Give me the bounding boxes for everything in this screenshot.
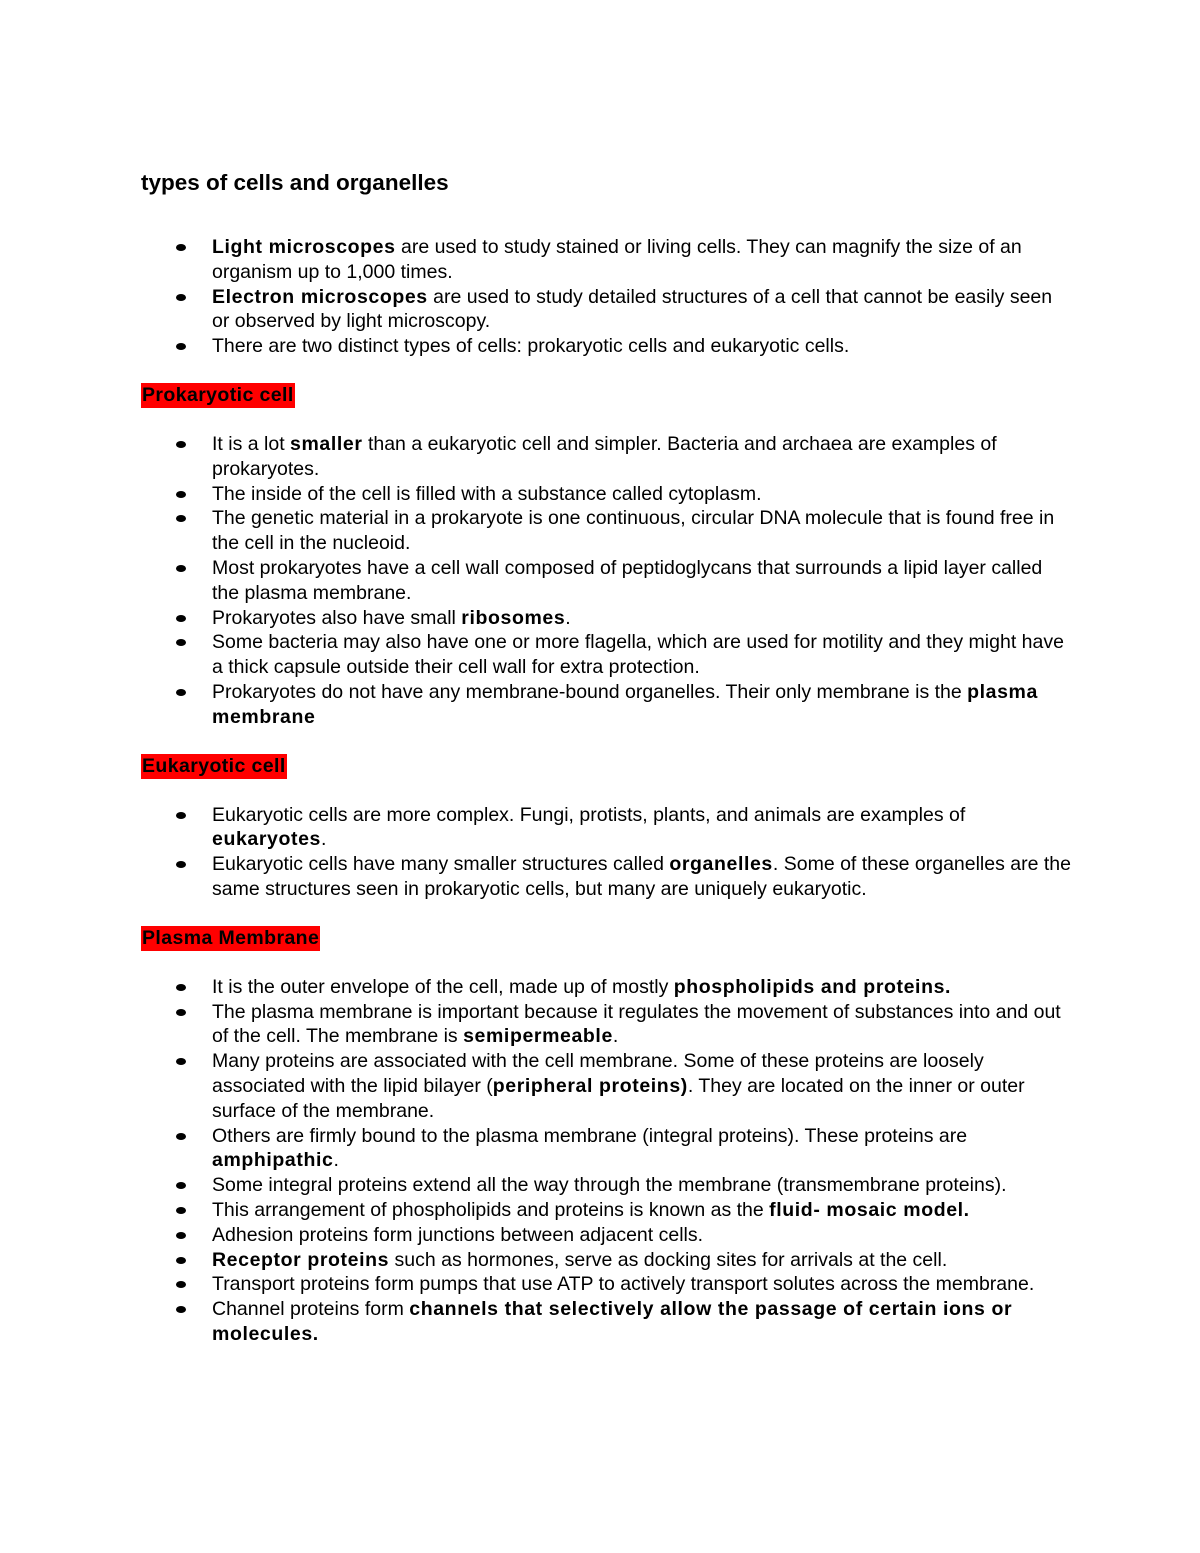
text-run: . bbox=[333, 1149, 339, 1172]
text-run: The genetic material in a prokaryote is one continuous, circular DNA molecule that is found free in the cell in the nucleoid. bbox=[212, 507, 1055, 555]
list-item bbox=[141, 556, 1071, 606]
list-item bbox=[141, 235, 1071, 285]
bullet-icon bbox=[176, 1058, 186, 1065]
text-run: . They are located on the inner or outer surface of the membrane. bbox=[212, 1074, 1025, 1122]
bullet-icon bbox=[176, 515, 186, 522]
text-run: This arrangement of phospholipids and proteins is known as the bbox=[212, 1198, 770, 1221]
bullet-icon bbox=[176, 441, 186, 448]
bullet-icon bbox=[176, 1182, 186, 1189]
text-run: Channel proteins form bbox=[212, 1298, 410, 1321]
list-item bbox=[141, 606, 1071, 631]
text-run: such as hormones, serve as docking sites for arrivals at the cell. bbox=[389, 1248, 948, 1271]
bullet-icon bbox=[176, 1207, 186, 1214]
text-run: Eukaryotic cells are more complex. Fungi, protists, plants, and animals are examples of bbox=[212, 803, 966, 826]
list-item bbox=[141, 975, 1071, 1000]
list-item bbox=[141, 803, 1071, 853]
bullet-icon bbox=[176, 294, 186, 301]
text-run: Many proteins are associated with the cell membrane. Some of these proteins are loosely associated with the lipid bilayer ( bbox=[212, 1050, 984, 1097]
bullet-icon bbox=[176, 244, 186, 251]
bullet-icon bbox=[176, 861, 186, 868]
text-run: . Some of these organelles are the same structures seen in prokaryotic cells, but many are uniquely eukaryotic. bbox=[212, 853, 1071, 900]
bold-text: channels that selectively allow the passage of certain ions or molecules. bbox=[212, 1298, 1013, 1345]
list-item bbox=[141, 1272, 1071, 1297]
bullet-icon bbox=[176, 689, 186, 696]
bold-text: peripheral proteins) bbox=[492, 1074, 688, 1097]
bold-text: plasma membrane bbox=[212, 680, 1038, 728]
text-run: . bbox=[612, 1025, 619, 1048]
text-run: Eukaryotic cells have many smaller structures called bbox=[212, 853, 670, 876]
section-bullet-list bbox=[141, 975, 1071, 1347]
bold-text: Receptor proteins bbox=[212, 1248, 390, 1271]
list-item bbox=[141, 1049, 1071, 1123]
sections-container bbox=[141, 383, 1071, 1347]
list-item bbox=[141, 1297, 1071, 1347]
section bbox=[141, 926, 1071, 1347]
bold-text: phospholipids and proteins. bbox=[673, 975, 952, 998]
bullet-icon bbox=[176, 1306, 186, 1313]
bullet-icon bbox=[176, 1257, 186, 1264]
section-bullet-list bbox=[141, 432, 1071, 730]
list-item bbox=[141, 630, 1071, 680]
bold-text: Light microscopes bbox=[212, 236, 396, 258]
text-run: Adhesion proteins form junctions between adjacent cells. bbox=[212, 1223, 704, 1246]
section-heading: Prokaryotic cell bbox=[142, 383, 294, 406]
text-run: Some bacteria may also have one or more flagella, which are used for motility and they might have a thick capsule outside their cell wall for extra protection. bbox=[212, 631, 1064, 679]
section-heading: Eukaryotic cell bbox=[142, 754, 286, 777]
section bbox=[141, 383, 1071, 730]
text-run: Most prokaryotes have a cell wall composed of peptidoglycans that surrounds a lipid layer called the plasma membrane. bbox=[212, 556, 1043, 604]
bullet-icon bbox=[176, 1009, 186, 1016]
bold-text: Electron microscopes bbox=[212, 285, 428, 308]
bullet-icon bbox=[176, 615, 186, 622]
list-item bbox=[141, 1248, 1071, 1273]
list-item bbox=[141, 852, 1071, 902]
bold-text: amphipathic bbox=[212, 1149, 334, 1172]
document-body bbox=[141, 168, 1071, 1347]
text-run: There are two distinct types of cells: prokaryotic cells and eukaryotic cells. bbox=[212, 335, 850, 358]
text-run: Prokaryotes also have small bbox=[212, 606, 462, 629]
section-heading: Plasma Membrane bbox=[142, 926, 320, 949]
bullet-icon bbox=[176, 491, 186, 498]
page-title: types of cells and organelles bbox=[141, 170, 449, 195]
list-item bbox=[141, 1173, 1071, 1198]
bold-text: semipermeable bbox=[463, 1025, 613, 1048]
bullet-icon bbox=[176, 565, 186, 572]
section-bullet-list bbox=[141, 803, 1071, 902]
bold-text: eukaryotes bbox=[212, 828, 321, 851]
bold-text: fluid- mosaic model. bbox=[769, 1198, 970, 1221]
list-item bbox=[141, 334, 1071, 359]
list-item bbox=[141, 285, 1071, 335]
bullet-icon bbox=[176, 984, 186, 991]
list-item bbox=[141, 482, 1071, 507]
intro-bullet-list bbox=[141, 235, 1071, 359]
list-item bbox=[141, 1124, 1071, 1174]
text-run: than a eukaryotic cell and simpler. Bacteria and archaea are examples of prokaryotes. bbox=[212, 432, 997, 480]
text-run: The plasma membrane is important because it regulates the movement of substances into and out of the cell. The membrane is bbox=[212, 1000, 1061, 1048]
text-run: Prokaryotes do not have any membrane-bound organelles. Their only membrane is the bbox=[212, 680, 968, 703]
text-run: Transport proteins form pumps that use ATP to actively transport solutes across the membrane. bbox=[212, 1273, 1035, 1296]
bold-text: smaller bbox=[290, 432, 363, 455]
text-run: are used to study stained or living cells. They can magnify the size of an organism up to 1,000 times. bbox=[212, 236, 1022, 283]
list-item bbox=[141, 506, 1071, 556]
list-item bbox=[141, 432, 1071, 482]
text-run: Some integral proteins extend all the way through the membrane (transmembrane proteins). bbox=[212, 1174, 1007, 1197]
bold-text: organelles bbox=[669, 853, 773, 876]
text-run: It is a lot bbox=[212, 432, 291, 455]
list-item bbox=[141, 1000, 1071, 1050]
text-run: The inside of the cell is filled with a substance called cytoplasm. bbox=[212, 482, 762, 505]
list-item bbox=[141, 680, 1071, 730]
text-run: . bbox=[565, 606, 571, 629]
section bbox=[141, 754, 1071, 902]
bullet-icon bbox=[176, 1133, 186, 1140]
text-run: . bbox=[320, 828, 327, 851]
bold-text: ribosomes bbox=[461, 606, 566, 629]
bullet-icon bbox=[176, 812, 186, 819]
list-item bbox=[141, 1223, 1071, 1248]
text-run: are used to study detailed structures of a cell that cannot be easily seen or observed by light microscopy. bbox=[212, 285, 1053, 333]
bullet-icon bbox=[176, 1232, 186, 1239]
bullet-icon bbox=[176, 343, 186, 350]
text-run: It is the outer envelope of the cell, made up of mostly bbox=[212, 975, 674, 998]
list-item bbox=[141, 1198, 1071, 1223]
bullet-icon bbox=[176, 1281, 186, 1288]
text-run: Others are firmly bound to the plasma membrane (integral proteins). These proteins are bbox=[212, 1124, 968, 1147]
bullet-icon bbox=[176, 639, 186, 646]
